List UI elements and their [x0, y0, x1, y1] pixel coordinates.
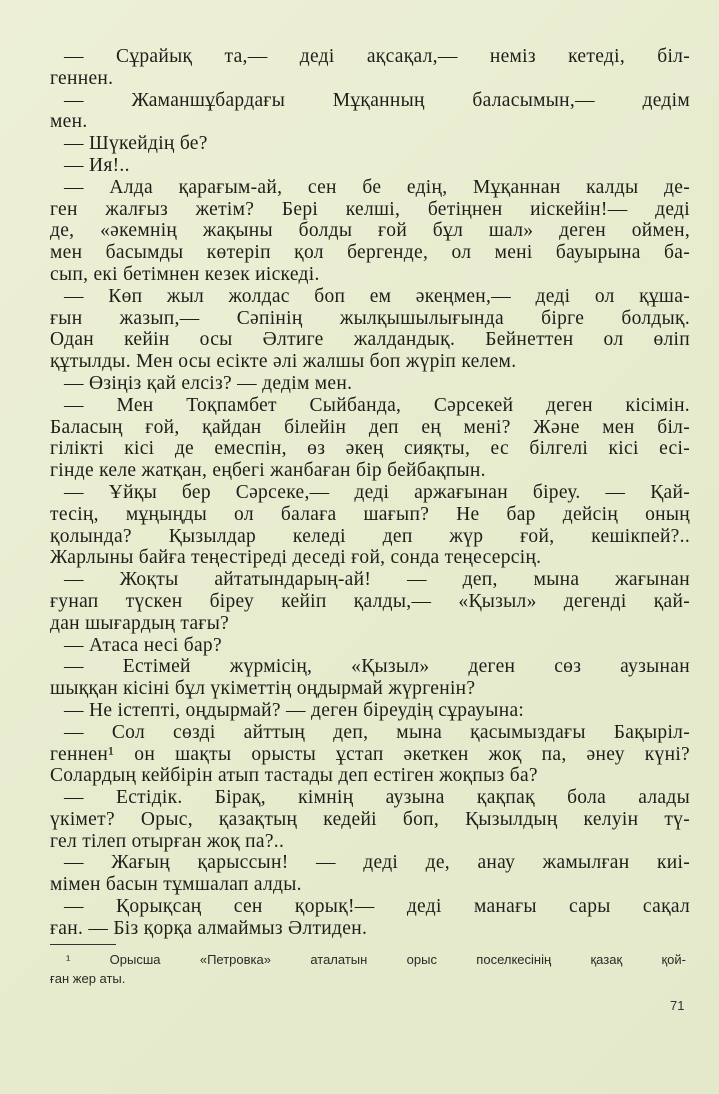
page-number: 71 [670, 998, 685, 1013]
text-line: ғын жазып,— Сәпінің жылқышылығында бірге болдық. [50, 307, 690, 329]
text-line: — Атаса несі бар? [64, 634, 222, 656]
text-line: — Өзіңіз қай елсіз? — дедім мен. [64, 372, 353, 394]
text-line: гел тілеп отырған жоқ па?.. [50, 830, 285, 852]
text-line: Одан кейін осы Әлтиге жалдандық. Бейнеттен ол өліп [50, 329, 690, 351]
footnote-divider [50, 944, 116, 945]
text-line: үкімет? Орыс, қазақтың кедейі боп, Қызылдың келуін тү- [50, 808, 690, 830]
text-line: — Не істепті, оңдырмай? — деген біреудің сұрауына: [64, 699, 525, 721]
text-line: ғунап түскен біреу кейіп қалды,— «Қызыл» дегенді қай- [50, 590, 690, 612]
text-line: — Шүкейдің бе? [64, 133, 208, 155]
text-line: мен басымды көтеріп қол бергенде, ол мені бауырына ба- [50, 242, 690, 264]
text-line: тесің, мұңыңды ол балаға шағып? Не бар дейсің оның [50, 503, 690, 525]
text-line: құтылды. Мен осы есікте әлі жалшы боп жүріп келем. [50, 351, 517, 373]
text-line: — Естідік. Бірақ, кімнің аузына қақпақ бола алады [64, 787, 690, 809]
text-line: гілікті кісі де емеспін, өз әкең сияқты, ес білгелі кісі есі- [50, 438, 690, 460]
text-line: — Көп жыл жолдас боп ем әкеңмен,— деді ол құша- [64, 285, 690, 307]
text-line: — Жоқты айтатындарың-ай! — деп, мына жағынан [64, 569, 690, 591]
footnote [50, 950, 686, 988]
text-line: мен. [50, 111, 88, 133]
text-line: геннен¹ он шақты орысты ұстап әкеткен жоқ па, әнеу күні? [50, 743, 690, 765]
text-line: — Жағың қарыссын! — деді де, анау жамылған киі- [64, 852, 690, 874]
text-line: — Сұрайық та,— деді ақсақал,— неміз кетеді, біл- [64, 46, 690, 67]
text-line: қолында? Қызылдар келеді деп жүр ғой, кешікпей?.. [50, 525, 690, 547]
text-line: ген жалғыз жетім? Бері келші, бетіңнен иіскейін!— деді [50, 198, 690, 220]
text-line: де, «әкемнің жақыны болды ғой бұл шал» деген оймен, [50, 220, 690, 242]
text-line: — Сол сөзді айттың деп, мына қасымыздағы Бақыріл- [64, 721, 690, 743]
text-line: Баласың ғой, қайдан білейін деп ең мені? Және мен біл- [50, 416, 690, 438]
body-text [50, 46, 690, 940]
text-line: — Қорықсаң сен қорық!— деді манағы сары сақал [64, 896, 690, 918]
text-line: ған. — Біз қорқа алмаймыз Әлтиден. [50, 917, 368, 939]
text-line: Солардың кейбірін атып тастады деп естіген жоқпыз ба? [50, 765, 538, 787]
text-line: — Жаманшұбардағы Мұқанның баласымын,— дедім [64, 89, 690, 111]
text-line: — Алда қарағым-ай, сен бе едің, Мұқаннан калды де- [64, 176, 690, 198]
text-line: — Естімей жүрмісің, «Қызыл» деген сөз аузынан [64, 656, 690, 678]
text-line: — Ұйқы бер Сәрсеке,— деді аржағынан біреу. — Қай- [64, 481, 690, 503]
footnote-line: ¹ Орысша «Петровка» аталатын орыс поселкесінің қазақ қой- [66, 952, 686, 967]
text-line: геннен. [50, 67, 114, 89]
text-line: сып, екі бетімнен кезек иіскеді. [50, 263, 320, 285]
text-line: гінде келе жатқан, еңбегі жанбаған бір бейбақпын. [50, 460, 486, 482]
text-line: дан шығардың тағы? [50, 612, 230, 634]
footnote-line: ған жер аты. [50, 971, 126, 986]
text-line: Жарлыны байға теңестіреді деседі ғой, сонда теңесерсің. [50, 547, 542, 569]
text-line: шыққан кісіні бұл үкіметтің оңдырмай жүргенін? [50, 678, 476, 700]
text-line: мімен басын тұмшалап алды. [50, 874, 302, 896]
text-line: — Ия!.. [64, 154, 130, 176]
text-line: — Мен Тоқпамбет Сыйбанда, Сәрсекей деген кісімін. [64, 394, 690, 416]
